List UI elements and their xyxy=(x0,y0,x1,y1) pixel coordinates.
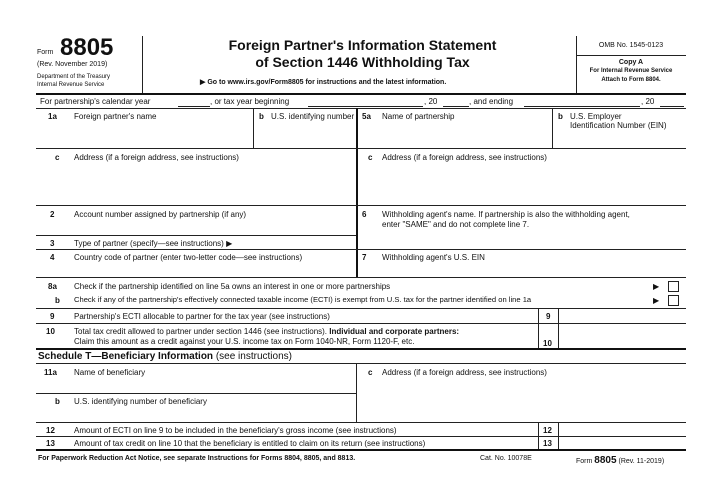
foreign-partner-name-input[interactable] xyxy=(74,124,249,146)
line-4-label: Country code of partner (enter two-letter code—see instructions) xyxy=(74,253,303,262)
country-code-input[interactable] xyxy=(74,264,352,276)
beginning-year-field[interactable] xyxy=(443,106,469,107)
beginning-date-field[interactable] xyxy=(308,106,423,107)
form-revision: (Rev. November 2019) xyxy=(37,61,108,68)
tax-year-beginning-label: , or tax year beginning xyxy=(210,97,290,106)
line-8b-checkbox[interactable] xyxy=(668,295,679,306)
line-2-label: Account number assigned by partnership (if any) xyxy=(74,210,247,219)
and-ending-label: , and ending xyxy=(469,97,514,106)
line-8b-label: Check if any of the partnership's effectively connected taxable income (ECTI) is exempt from U.S. tax for the partner identified on line 1a xyxy=(74,295,532,304)
line-11a-number: 11a xyxy=(44,368,57,377)
line-10-text: Total tax credit allowed to partner under section 1446 (see instructions). xyxy=(74,327,328,336)
line-10-emphasis: Individual and corporate partners: xyxy=(329,327,460,336)
department-line-1: Department of the Treasury xyxy=(37,74,111,80)
line-1a-number: 1a xyxy=(48,112,57,121)
partnership-name-input[interactable] xyxy=(382,124,548,146)
line-5b-number: b xyxy=(558,112,563,121)
line-3-label: Type of partner (specify—see instructions) ▶ xyxy=(74,239,233,248)
line-13-number: 13 xyxy=(46,439,55,448)
omb-number: OMB No. 1545-0123 xyxy=(598,42,664,49)
line-13-amount-input[interactable] xyxy=(560,438,684,448)
line-8a-number: 8a xyxy=(48,282,57,291)
line-12-rule xyxy=(36,436,686,437)
line-5b-label-1: U.S. Employer xyxy=(570,112,622,121)
amount-box-left xyxy=(538,308,539,348)
line-5a-number: 5a xyxy=(362,112,371,121)
copy-label: Copy A xyxy=(618,59,644,66)
line-5a-label: Name of partnership xyxy=(382,112,455,121)
year-line-rule xyxy=(36,108,686,109)
line-9-label: Partnership's ECTI allocable to partner for the tax year (see instructions) xyxy=(74,312,330,321)
partnership-address-input[interactable] xyxy=(382,165,682,203)
line-7-number: 7 xyxy=(362,253,367,262)
calendar-year-label: For partnership's calendar year xyxy=(40,97,151,106)
line-8b-arrow: ▶ xyxy=(653,296,660,305)
beneficiary-id-input[interactable] xyxy=(74,408,352,420)
line-10-number: 10 xyxy=(46,327,55,336)
line-5c-label: Address (if a foreign address, see instructions) xyxy=(382,153,547,162)
schedule-t-top-rule xyxy=(36,348,686,350)
line-5b-label-2: Identification Number (EIN) xyxy=(570,121,667,130)
header-bottom-rule xyxy=(36,93,686,95)
line-3-number: 3 xyxy=(50,239,55,248)
ending-year-field[interactable] xyxy=(660,106,684,107)
line-11a-label: Name of beneficiary xyxy=(74,368,146,377)
line-11b-number: b xyxy=(55,397,60,406)
line-8a-checkbox[interactable] xyxy=(668,281,679,292)
line-9-number: 9 xyxy=(50,312,55,321)
instructions-link: ▶ Go to www.irs.gov/Form8805 for instructions and the latest information. xyxy=(200,79,447,86)
line-12-label: Amount of ECTI on line 9 to be included in the beneficiary's gross income (see instructions) xyxy=(74,426,397,435)
form-title-line-2: of Section 1446 Withholding Tax xyxy=(255,54,470,70)
line-12-number: 12 xyxy=(46,426,55,435)
header-divider-left xyxy=(142,36,143,93)
line-8a-label: Check if the partnership identified on line 5a owns an interest in one or more partnerships xyxy=(74,282,391,291)
line-7-label: Withholding agent's U.S. EIN xyxy=(382,253,485,262)
beneficiary-name-input[interactable] xyxy=(74,379,352,392)
line-11c-label: Address (if a foreign address, see instructions) xyxy=(382,368,547,377)
line-11a-rule xyxy=(36,393,356,394)
partner-type-input[interactable] xyxy=(268,239,352,249)
line-1b-number: b xyxy=(259,112,264,121)
catalog-number: Cat. No. 10078E xyxy=(480,455,532,462)
line-8-rule xyxy=(36,308,686,309)
line-8b-number: b xyxy=(55,296,60,305)
schedule-t-heading-rule xyxy=(36,363,686,364)
line-10-box-number: 10 xyxy=(543,339,552,348)
copy-line-1: For Internal Revenue Service xyxy=(589,68,673,74)
ending-year-prefix: , 20 xyxy=(641,97,655,106)
line-12-box-number: 12 xyxy=(543,426,552,435)
center-divider xyxy=(356,108,358,277)
header-divider-right xyxy=(576,36,577,93)
line-6-label-2: enter "SAME" and do not complete line 7. xyxy=(382,220,530,229)
line-13-box-number: 13 xyxy=(543,439,552,448)
amount-column-left xyxy=(558,308,559,348)
form-word: Form xyxy=(37,49,54,56)
schedule-t-center-divider xyxy=(356,363,357,422)
line-6-label-1: Withholding agent's name. If partnership is also the withholding agent, xyxy=(382,210,630,219)
line-3-rule xyxy=(36,249,686,250)
line-10-label-2: Claim this amount as a credit against your U.S. income tax on Form 1040-NR, Form 1120-F, etc. xyxy=(74,337,415,346)
account-number-input[interactable] xyxy=(74,221,352,233)
partnership-ein-input[interactable] xyxy=(558,131,684,146)
calendar-year-field[interactable] xyxy=(178,106,210,107)
line-1c-label: Address (if a foreign address, see instructions) xyxy=(74,153,239,162)
paperwork-notice: For Paperwork Reduction Act Notice, see separate Instructions for Forms 8804, 8805, and 8813. xyxy=(38,455,356,462)
line-11-rule xyxy=(36,422,686,423)
line-1b-divider xyxy=(253,108,254,148)
department-line-2: Internal Revenue Service xyxy=(37,82,105,88)
schedule-t-title: Schedule T—Beneficiary Information xyxy=(38,351,214,362)
line-9-rule xyxy=(36,323,686,324)
line-5c-number: c xyxy=(368,153,373,162)
line-2-rule xyxy=(36,235,356,236)
withholding-agent-name-input[interactable] xyxy=(382,231,682,247)
line-4-rule xyxy=(36,277,686,278)
form-title-line-1: Foreign Partner's Information Statement xyxy=(228,37,497,53)
footer-form-label xyxy=(576,455,664,467)
withholding-agent-ein-input[interactable] xyxy=(382,264,682,276)
footer-revision: (Rev. 11-2019) xyxy=(618,458,665,465)
omb-rule xyxy=(576,55,686,56)
line-2-number: 2 xyxy=(50,210,55,219)
line-11b-label: U.S. identifying number of beneficiary xyxy=(74,397,207,406)
line-1b-label: U.S. identifying number xyxy=(271,112,355,121)
line-11c-number: c xyxy=(368,368,373,377)
line-1-rule xyxy=(36,148,686,149)
ending-date-field[interactable] xyxy=(524,106,640,107)
line-8a-arrow: ▶ xyxy=(653,282,660,291)
line-4-number: 4 xyxy=(50,253,55,262)
footer-form-number: 8805 xyxy=(594,455,617,466)
copy-line-2: Attach to Form 8804. xyxy=(601,77,661,83)
form-bottom-rule xyxy=(36,449,686,451)
line-1a-label: Foreign partner's name xyxy=(74,112,157,121)
line-13-label: Amount of tax credit on line 10 that the beneficiary is entitled to claim on its return (see instructions) xyxy=(74,439,426,448)
line-5b-divider xyxy=(552,108,553,148)
form-number: 8805 xyxy=(60,34,114,61)
line-10-amount-input[interactable] xyxy=(560,325,684,347)
footer-form-word: Form xyxy=(576,458,593,465)
us-identifying-number-input[interactable] xyxy=(259,124,352,146)
beginning-year-prefix: , 20 xyxy=(424,97,438,106)
line-6-number: 6 xyxy=(362,210,367,219)
line-9-box-number: 9 xyxy=(546,312,551,321)
schedule-t-note: (see instructions) xyxy=(215,351,292,362)
line-9-amount-input[interactable] xyxy=(560,310,684,322)
address-rule xyxy=(36,205,686,206)
beneficiary-address-input[interactable] xyxy=(382,379,682,419)
line-12-amount-input[interactable] xyxy=(560,424,684,435)
partner-address-input[interactable] xyxy=(74,165,352,203)
line-10-label-1 xyxy=(74,327,459,336)
schedule-t-heading xyxy=(38,351,292,363)
line-1c-number: c xyxy=(55,153,60,162)
